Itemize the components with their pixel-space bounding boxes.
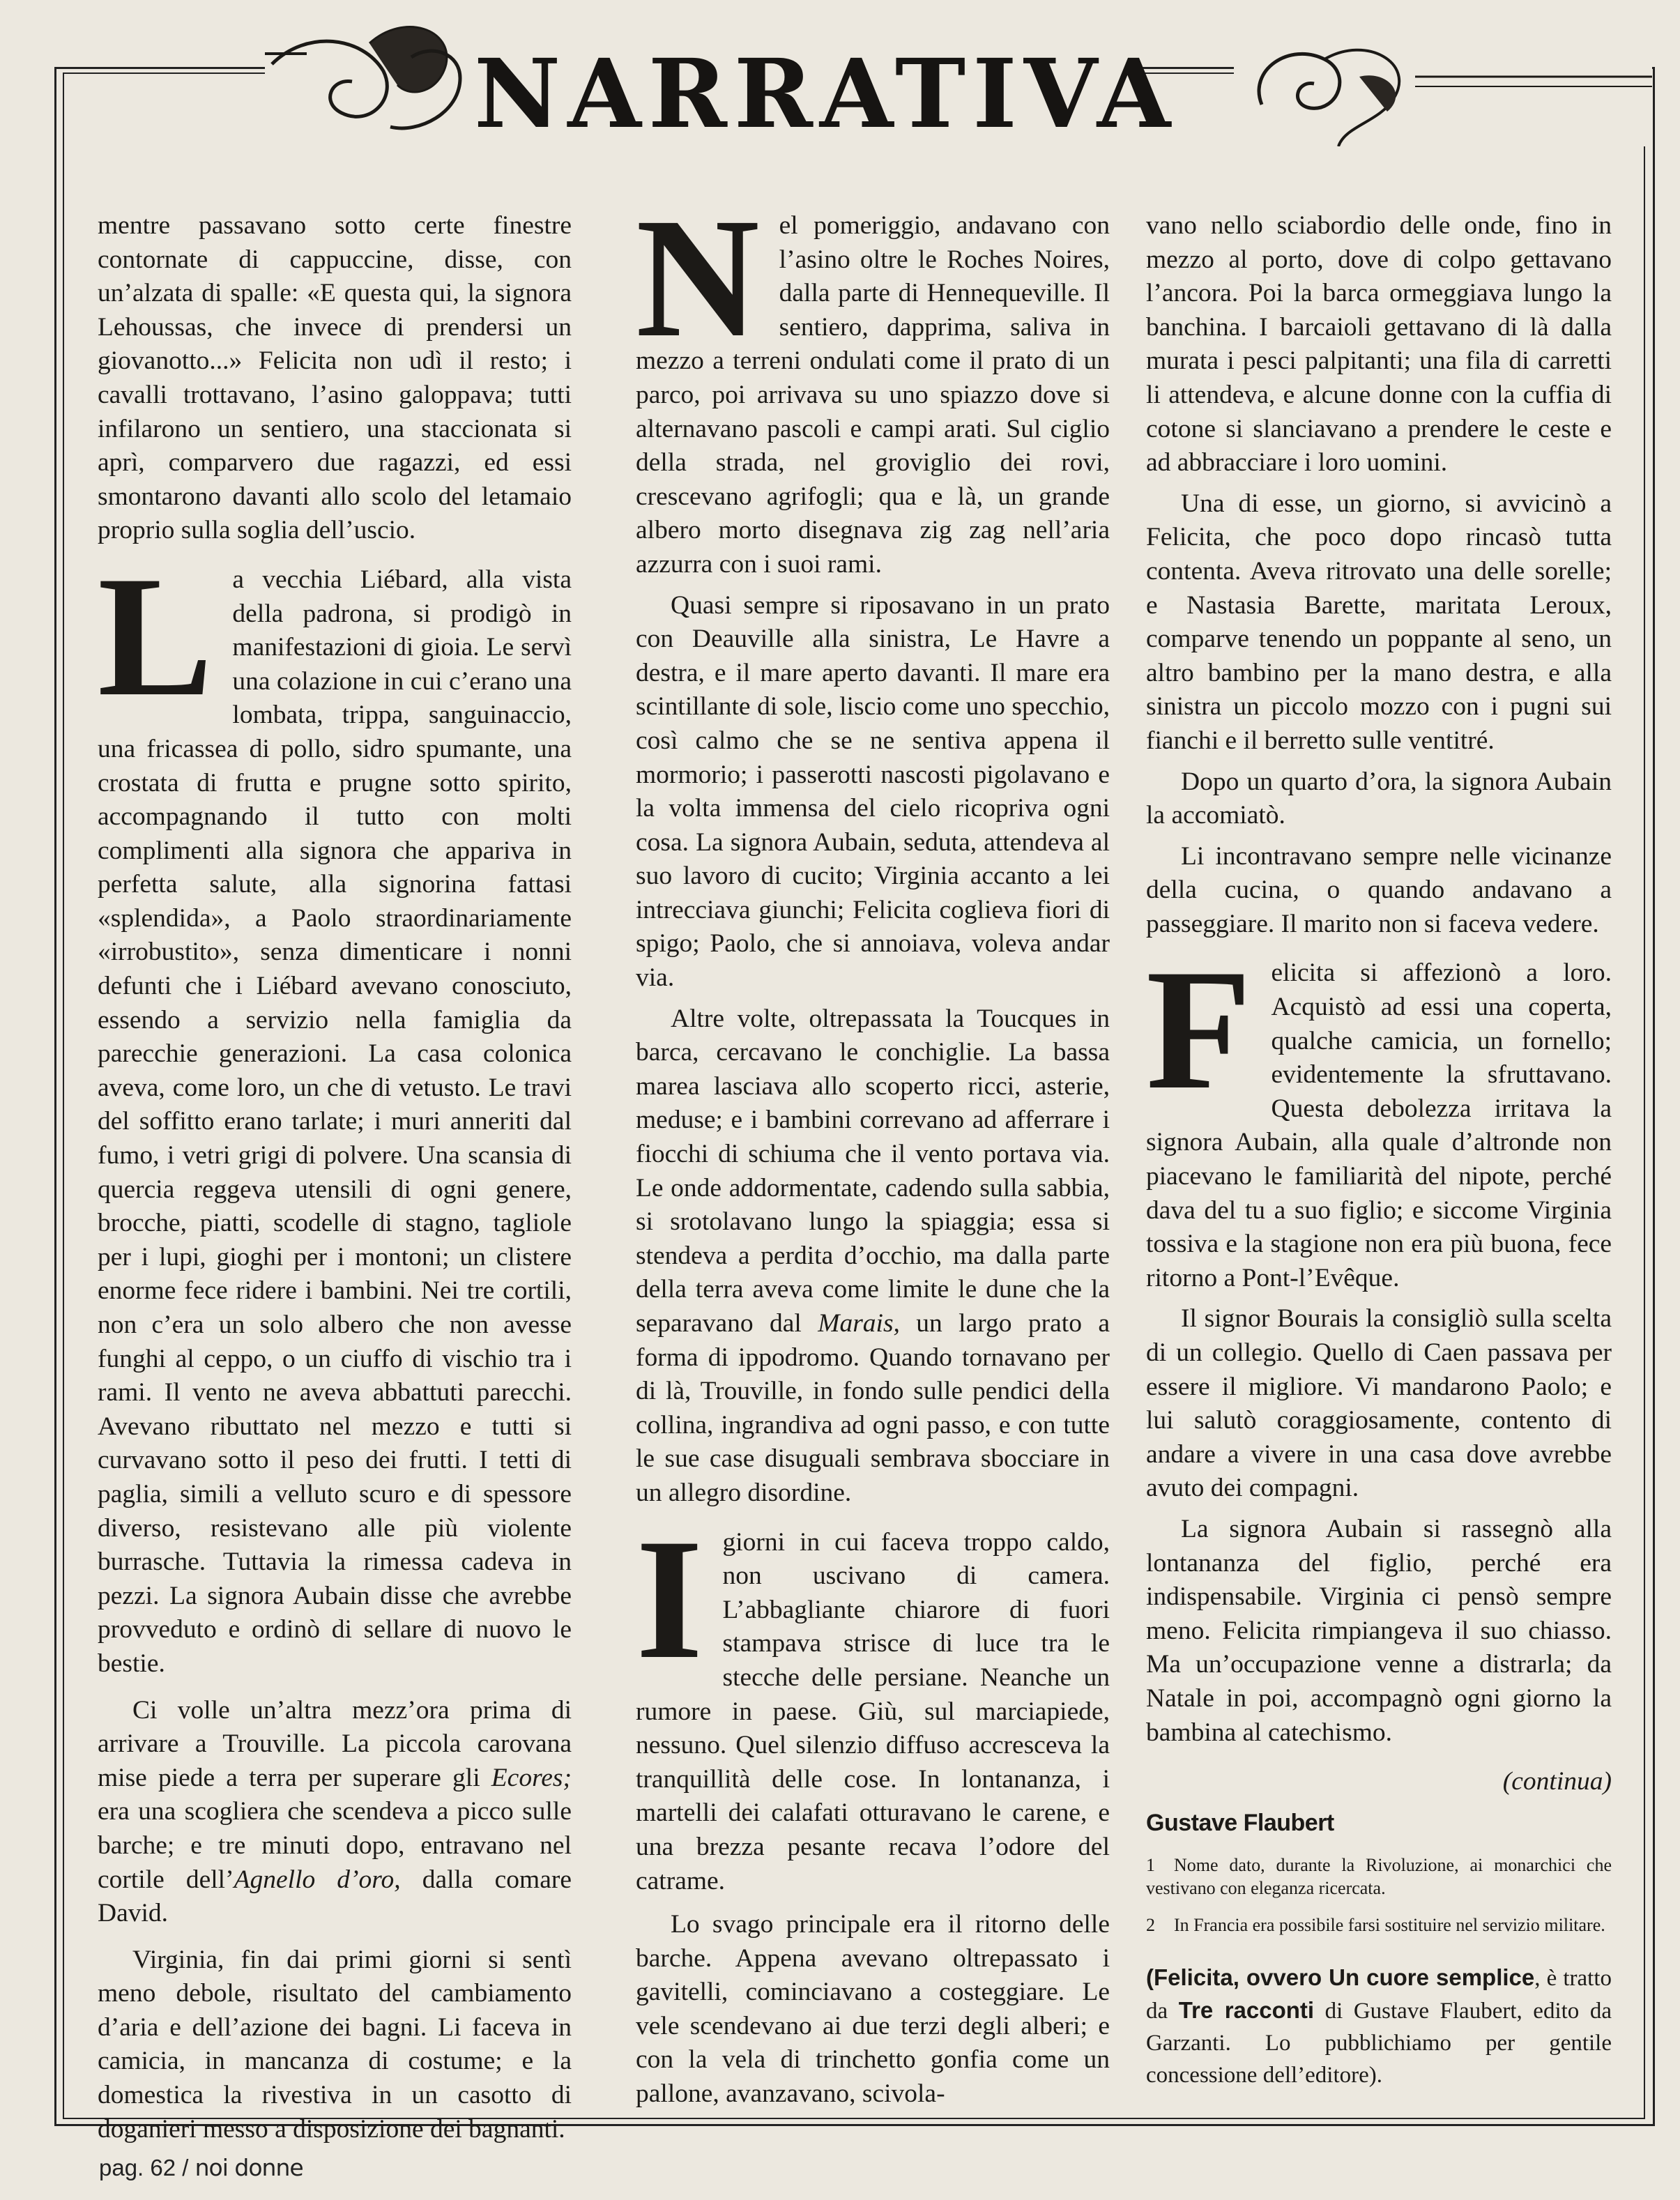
source-text: (Felicita, ovvero bbox=[1146, 1964, 1329, 1991]
drop-cap: I bbox=[636, 1502, 703, 1695]
masthead-right-ornament bbox=[1234, 28, 1652, 146]
paragraph: vano nello sciabordio delle onde, fino in mezzo al porto, dove di colpo gettavano l’ancora. Poi la barca ormeggiava lungo la banchina. I barcaioli gettavano di là dalla murata i pesci palpitanti; una fila di carretti li attendeva, e alcune donne con la cuffia di cotone si slanciavano a prendere le ceste e ad abbracciare i loro uomini. bbox=[1146, 211, 1612, 478]
paragraph: Virginia, fin dai primi giorni si sentì meno debole, risultato del cambiamento d’aria e dell’azione dei bagni. Li faceva in camicia, in mancanza di costume; e la domestica la rivestiva in un casotto di doganieri messo a disposizione dei bagnanti. bbox=[98, 1945, 572, 2144]
author-name: Gustave Flaubert bbox=[1146, 1809, 1334, 1836]
text-column-3 bbox=[1146, 209, 1612, 2091]
masthead bbox=[265, 15, 1178, 150]
paragraph: Dopo un quarto d’ora, la signora Aubain la accomiatò. bbox=[1146, 767, 1612, 830]
source-text: , è tratto da bbox=[1146, 1966, 1612, 2024]
page-title: NARRATIVA bbox=[474, 38, 1178, 150]
drop-cap: L bbox=[98, 540, 213, 732]
paragraph-text: giorni in cui faceva troppo caldo, non uscivano di camera. L’abbagliante chiarore di fuori stampava strisce di luce tra le stecche delle persiane. Neanche un rumore in paese. Giù, sul marciapiede, nessuno. Quel silenzio diffuso accresceva la tranquillità delle cose. In lontananza, i martelli dei calafati otturavano le carene, e una brezza pesante recava l’odore del catrame. bbox=[636, 1527, 1110, 1895]
paragraph: Li incontravano sempre nelle vicinanze della cucina, o quando andavano a passeggiare. Il marito non si faceva vedere. bbox=[1146, 841, 1612, 938]
footnote-number: 2 bbox=[1146, 1915, 1155, 1936]
paragraph bbox=[98, 1694, 572, 1931]
paragraph: Il signor Bourais la consigliò sulla scelta di un collegio. Quello di Caen passava per essere il migliore. Vi mandarono Paolo; e lui salutò coraggiosamente, contento di andare a vivere in una casa dove avrebbe avuto dei compagni. bbox=[1146, 1304, 1612, 1503]
scroll-ornament-icon bbox=[1234, 28, 1652, 146]
paragraph-text: Altre volte, oltrepassata la Toucques in barca, cercavano le conchiglie. La bassa marea lasciava allo scoperto ricci, asterie, meduse; e i bambini correvano ad afferrare i fiocchi di schiuma che il vento portava via. Le onde addormentate, cadendo sulla sabbia, si srotolavano lungo la spiaggia; essa si stendeva a perdita d’occhio, ma dalla parte della terra aveva come limite le dune che la separavano dal bbox=[636, 1004, 1110, 1338]
paragraph-text: elicita si affezionò a loro. Acquistò ad essi una coperta, qualche camicia, un fornello; evidentemente la sfruttavano. Questa debolezza irritava la signora Aubain, alla quale d’altronde non piacevano le familiarità del nipote, perché dava del tu a suo figlio; e siccome Virginia tossiva e la stagione non era più buona, fece ritorno a Pont-l’Evêque. bbox=[1146, 958, 1612, 1292]
source-credit bbox=[1146, 1962, 1612, 2091]
paragraph: Lo svago principale era il ritorno delle barche. Appena avevano oltrepassato i gavitelli, cominciavano a costeggiare. Le vele scendevano ai due terzi degli alberi; e con la vela di trinchetto gonfia come un pallone, avanzavano, scivola- bbox=[636, 1910, 1110, 2109]
paragraph-dropcap bbox=[98, 540, 572, 1681]
footnote-1 bbox=[1146, 1854, 1612, 1900]
footnote-text: In Francia era possibile farsi sostituire nel servizio militare. bbox=[1174, 1915, 1605, 1936]
text-column-1 bbox=[98, 209, 572, 2146]
footnote-text: Nome dato, durante la Rivoluzione, ai monarchici che vestivano con eleganza ricercata. bbox=[1146, 1855, 1612, 1899]
drop-cap: N bbox=[636, 183, 760, 373]
paragraph-text: era una scogliera che scendeva a picco sulle barche; e tre minuti dopo, entravano nel cortile dell’ bbox=[98, 1797, 572, 1894]
footnote-2 bbox=[1146, 1913, 1612, 1937]
paragraph bbox=[636, 1002, 1110, 1511]
continued-label: (continua) bbox=[1502, 1767, 1612, 1796]
paragraph-text: a vecchia Liébard, alla vista della padrona, si prodigò in manifestazioni di gioia. Le servì una colazione in cui c’erano una lombata, trippa, sanguinaccio, una fricassea di pollo, sidro spumante, una crostata di frutta e prugne sotto spirito, accompagnando il tutto con molti complimenti alla signora che appariva in perfetta salute, alla signorina fattasi «splendida», a Paolo straordinariamente «irrobustito», senza dimenticare i nonni defunti che i Liébard avevano conosciuto, essendo a servizio nella famiglia da parecchie generazioni. La casa colonica aveva, come loro, un che di vetusto. Le travi del soffitto erano tarlate; i muri anneriti dal fumo, i vetri grigi di polvere. Una scansia di quercia reggeva utensili di ogni genere, brocche, piatti, scodelle di stagno, tagliole per i lupi, gioghi per i montoni; un clistere enorme fece ridere i bambini. Nei tre cortili, non c’era un solo albero che non avesse funghi al ceppo, o un ciuffo di vischio tra i rami. Il vento ne aveva abbattuti parecchi. Avevano ributtato nel mezzo e tutti si curvavano sotto il peso dei frutti. I tetti di paglia, simili a velluto scuro e di spessore diverso, resistevano alle più violente burrasche. Tuttavia la rimessa cadeva in pezzi. La signora Aubain disse che avrebbe provveduto e ordinò di sellare di nuovo le bestie. bbox=[98, 565, 572, 1678]
drop-cap: F bbox=[1146, 933, 1252, 1126]
paragraph-dropcap bbox=[636, 183, 1110, 582]
book-title: Tre racconti bbox=[1178, 1997, 1315, 2024]
paragraph-dropcap bbox=[1146, 933, 1612, 1295]
paragraph-text: Ci volle un’altra mezz’ora prima di arrivare a Trouville. La piccola carovana mise piede a terra per superare gli bbox=[98, 1695, 572, 1792]
book-title: Un cuore semplice bbox=[1329, 1964, 1535, 1991]
paragraph-dropcap bbox=[636, 1502, 1110, 1899]
italic-text: Agnello d’oro, bbox=[234, 1865, 401, 1894]
footer-separator: / bbox=[182, 2155, 189, 2180]
paragraph: mentre passavano sotto certe finestre contornate di cappuccine, disse, con un’alzata di spalle: «E questa qui, la signora Lehoussas, che invece di prendersi un giovanotto...» Felicita non udì il resto; i cavalli trottavano, l’asino galoppava; tutti infilarono un sentiero, una staccionata si aprì, comparvero due ragazzi, ed essi smontarono davanti allo scolo del letamaio proprio sulla soglia dell’uscio. bbox=[98, 211, 572, 545]
paragraph: Una di esse, un giorno, si avvicinò a Felicita, che poco dopo rincasò tutta contenta. Aveva ritrovato una delle sorelle; e Nastasia Barette, maritata Leroux, comparve tenendo un poppante al seno, un altro bambino per la mano destra, e alla sinistra un piccolo mozzo con i pugni sui fianchi e il berretto sulle ventitré. bbox=[1146, 489, 1612, 755]
italic-text: Ecores; bbox=[491, 1763, 572, 1792]
paragraph: Quasi sempre si riposavano in un prato con Deauville alla sinistra, Le Havre a destra, e il mare aperto davanti. Il mare era scintillante di sole, liscio come uno specchio, così calmo che se ne sentiva appena il mormorio; i passerotti nascosti pigolavano e la volta immensa del cielo ricopriva ogni cosa. La signora Aubain, seduta, attendeva al suo lavoro di cucito; Virginia accanto a lei intrecciava giunchi; Felicita coglieva fiori di spigo; Paolo, che si annoiava, voleva andar via. bbox=[636, 590, 1110, 993]
source-text: di Gustave Flaubert, edito da Garzanti. Lo pubblichiamo per gentile concessione dell’editore). bbox=[1146, 1999, 1612, 2088]
italic-text: Marais, bbox=[818, 1309, 900, 1338]
text-column-2 bbox=[636, 183, 1110, 2111]
paragraph-text: el pomeriggio, andavano con l’asino oltre le Roches Noires, dalla parte di Hennequeville. Il sentiero, dapprima, saliva in mezzo a terreni ondulati come il prato di un parco, poi arrivava su uno spiazzo dove si alternavano pascoli e campi arati. Sul ciglio della strada, nel groviglio dei rovi, crescevano agrifogli; qua e là, un grande albero morto disegnava zig zag nell’aria azzurra con i suoi rami. bbox=[636, 211, 1110, 579]
footnote-number: 1 bbox=[1146, 1855, 1155, 1876]
paragraph-text: un largo prato a forma di ippodromo. Quando tornavano per di là, Trouville, in fondo sulle pendici della collina, ingrandiva ad ogni passo, e con tutte le sue case disuguali sembrava sbocciare in un allegro disordine. bbox=[636, 1309, 1110, 1507]
paragraph: La signora Aubain si rassegnò alla lontananza del figlio, perché era indispensabile. Virginia ci pensò sempre meno. Felicita rimpiangeva il suo chiasso. Ma un’occupazione venne a distrarla; da Natale in poi, accompagnò ogni giorno la bambina al catechismo. bbox=[1146, 1514, 1612, 1747]
page-number: pag. 62 bbox=[99, 2155, 176, 2180]
paragraph-text: dalla comare David. bbox=[98, 1865, 572, 1928]
magazine-brand: noi donne bbox=[194, 2154, 303, 2181]
page-footer bbox=[99, 2154, 303, 2181]
